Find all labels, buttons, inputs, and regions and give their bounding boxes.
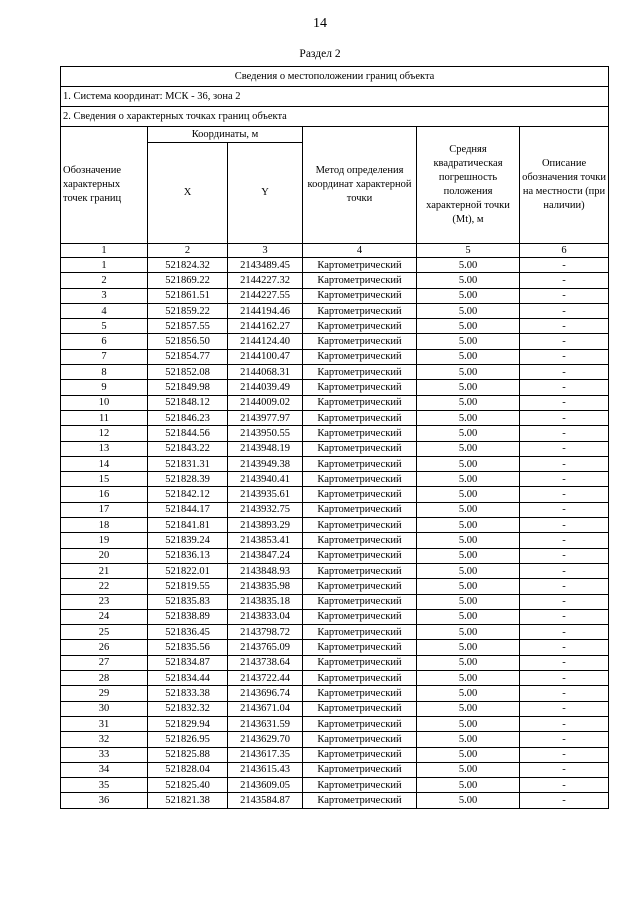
description: - bbox=[520, 579, 609, 594]
table-row bbox=[61, 334, 609, 349]
error: 5.00 bbox=[417, 793, 520, 808]
error: 5.00 bbox=[417, 319, 520, 334]
error: 5.00 bbox=[417, 762, 520, 777]
coord-x: 521844.17 bbox=[148, 502, 228, 517]
coord-y: 2143940.41 bbox=[228, 472, 303, 487]
method: Картометрический bbox=[303, 410, 417, 425]
method: Картометрический bbox=[303, 426, 417, 441]
table-row bbox=[61, 441, 609, 456]
table-row bbox=[61, 701, 609, 716]
method: Картометрический bbox=[303, 365, 417, 380]
error: 5.00 bbox=[417, 518, 520, 533]
method: Картометрический bbox=[303, 686, 417, 701]
method: Картометрический bbox=[303, 625, 417, 640]
method: Картометрический bbox=[303, 640, 417, 655]
header-error: Средняя квадратическая погрешность положения характерной точки (Mt), м bbox=[417, 127, 520, 244]
description: - bbox=[520, 701, 609, 716]
table-row bbox=[61, 410, 609, 425]
table-row bbox=[61, 349, 609, 364]
table-row bbox=[61, 273, 609, 288]
method: Картометрический bbox=[303, 793, 417, 808]
point-number: 26 bbox=[61, 640, 148, 655]
error: 5.00 bbox=[417, 594, 520, 609]
column-number: 6 bbox=[520, 244, 609, 258]
table-row bbox=[61, 594, 609, 609]
description: - bbox=[520, 410, 609, 425]
coord-x: 521844.56 bbox=[148, 426, 228, 441]
error: 5.00 bbox=[417, 380, 520, 395]
coord-x: 521825.40 bbox=[148, 778, 228, 793]
point-number: 24 bbox=[61, 609, 148, 624]
coord-x: 521836.13 bbox=[148, 548, 228, 563]
description: - bbox=[520, 518, 609, 533]
table-row bbox=[61, 319, 609, 334]
error: 5.00 bbox=[417, 456, 520, 471]
description: - bbox=[520, 487, 609, 502]
method: Картометрический bbox=[303, 319, 417, 334]
table-row bbox=[61, 502, 609, 517]
point-number: 8 bbox=[61, 365, 148, 380]
point-number: 35 bbox=[61, 778, 148, 793]
table-row bbox=[61, 288, 609, 303]
error: 5.00 bbox=[417, 395, 520, 410]
error: 5.00 bbox=[417, 778, 520, 793]
point-number: 12 bbox=[61, 426, 148, 441]
description: - bbox=[520, 380, 609, 395]
header-y: Y bbox=[228, 143, 303, 244]
point-number: 29 bbox=[61, 686, 148, 701]
column-number: 4 bbox=[303, 244, 417, 258]
point-number: 11 bbox=[61, 410, 148, 425]
point-number: 4 bbox=[61, 303, 148, 318]
coord-y: 2144194.46 bbox=[228, 303, 303, 318]
error: 5.00 bbox=[417, 625, 520, 640]
coord-x: 521835.56 bbox=[148, 640, 228, 655]
coord-x: 521856.50 bbox=[148, 334, 228, 349]
table-row bbox=[61, 778, 609, 793]
point-number: 19 bbox=[61, 533, 148, 548]
table-row bbox=[61, 671, 609, 686]
error: 5.00 bbox=[417, 732, 520, 747]
coord-x: 521819.55 bbox=[148, 579, 228, 594]
description: - bbox=[520, 655, 609, 670]
error: 5.00 bbox=[417, 410, 520, 425]
coord-y: 2143671.04 bbox=[228, 701, 303, 716]
section-title: Раздел 2 bbox=[299, 48, 341, 60]
coord-x: 521834.44 bbox=[148, 671, 228, 686]
table-row bbox=[61, 655, 609, 670]
description: - bbox=[520, 548, 609, 563]
column-numbers-row bbox=[61, 244, 609, 258]
boundary-points-table bbox=[60, 66, 609, 809]
table-title: Сведения о местоположении границ объекта bbox=[61, 67, 609, 87]
coord-x: 521846.23 bbox=[148, 410, 228, 425]
error: 5.00 bbox=[417, 563, 520, 578]
coord-x: 521841.81 bbox=[148, 518, 228, 533]
description: - bbox=[520, 778, 609, 793]
point-number: 10 bbox=[61, 395, 148, 410]
method: Картометрический bbox=[303, 563, 417, 578]
table-row bbox=[61, 456, 609, 471]
description: - bbox=[520, 671, 609, 686]
coord-x: 521836.45 bbox=[148, 625, 228, 640]
coord-x: 521859.22 bbox=[148, 303, 228, 318]
coord-x: 521843.22 bbox=[148, 441, 228, 456]
error: 5.00 bbox=[417, 548, 520, 563]
coord-x: 521848.12 bbox=[148, 395, 228, 410]
coord-x: 521833.38 bbox=[148, 686, 228, 701]
point-number: 18 bbox=[61, 518, 148, 533]
table-row bbox=[61, 303, 609, 318]
table-row bbox=[61, 747, 609, 762]
description: - bbox=[520, 502, 609, 517]
column-number: 2 bbox=[148, 244, 228, 258]
method: Картометрический bbox=[303, 487, 417, 502]
header-x: X bbox=[148, 143, 228, 244]
coord-y: 2143584.87 bbox=[228, 793, 303, 808]
method: Картометрический bbox=[303, 273, 417, 288]
coord-y: 2143848.93 bbox=[228, 563, 303, 578]
method: Картометрический bbox=[303, 533, 417, 548]
description: - bbox=[520, 625, 609, 640]
table-row bbox=[61, 609, 609, 624]
coord-x: 521838.89 bbox=[148, 609, 228, 624]
method: Картометрический bbox=[303, 732, 417, 747]
coord-y: 2143738.64 bbox=[228, 655, 303, 670]
point-number: 14 bbox=[61, 456, 148, 471]
description: - bbox=[520, 747, 609, 762]
method: Картометрический bbox=[303, 762, 417, 777]
coord-y: 2143853.41 bbox=[228, 533, 303, 548]
table-row bbox=[61, 686, 609, 701]
coord-y: 2143835.98 bbox=[228, 579, 303, 594]
error: 5.00 bbox=[417, 533, 520, 548]
point-number: 1 bbox=[61, 258, 148, 273]
coord-x: 521842.12 bbox=[148, 487, 228, 502]
description: - bbox=[520, 472, 609, 487]
coord-y: 2143615.43 bbox=[228, 762, 303, 777]
method: Картометрический bbox=[303, 716, 417, 731]
points-caption: 2. Сведения о характерных точках границ объекта bbox=[61, 107, 609, 127]
description: - bbox=[520, 456, 609, 471]
table-row bbox=[61, 762, 609, 777]
coord-x: 521854.77 bbox=[148, 349, 228, 364]
error: 5.00 bbox=[417, 502, 520, 517]
coord-x: 521822.01 bbox=[148, 563, 228, 578]
coord-y: 2143765.09 bbox=[228, 640, 303, 655]
point-number: 22 bbox=[61, 579, 148, 594]
page-number: 14 bbox=[313, 16, 327, 31]
point-number: 2 bbox=[61, 273, 148, 288]
method: Картометрический bbox=[303, 518, 417, 533]
method: Картометрический bbox=[303, 334, 417, 349]
header-method: Метод определения координат характерной точки bbox=[303, 127, 417, 244]
coord-x: 521826.95 bbox=[148, 732, 228, 747]
coord-y: 2143977.97 bbox=[228, 410, 303, 425]
coord-y: 2144162.27 bbox=[228, 319, 303, 334]
table-row bbox=[61, 472, 609, 487]
method: Картометрический bbox=[303, 671, 417, 686]
method: Картометрический bbox=[303, 502, 417, 517]
coord-x: 521857.55 bbox=[148, 319, 228, 334]
coord-x: 521839.24 bbox=[148, 533, 228, 548]
description: - bbox=[520, 349, 609, 364]
point-number: 23 bbox=[61, 594, 148, 609]
table-row bbox=[61, 426, 609, 441]
table-row bbox=[61, 579, 609, 594]
method: Картометрический bbox=[303, 456, 417, 471]
coord-y: 2143696.74 bbox=[228, 686, 303, 701]
error: 5.00 bbox=[417, 288, 520, 303]
coord-y: 2143935.61 bbox=[228, 487, 303, 502]
table-row bbox=[61, 518, 609, 533]
point-number: 6 bbox=[61, 334, 148, 349]
coord-y: 2143798.72 bbox=[228, 625, 303, 640]
method: Картометрический bbox=[303, 655, 417, 670]
method: Картометрический bbox=[303, 303, 417, 318]
table-row bbox=[61, 380, 609, 395]
header-point: Обозначение характерных точек границ bbox=[61, 127, 148, 244]
table-row bbox=[61, 487, 609, 502]
column-number: 3 bbox=[228, 244, 303, 258]
table-row bbox=[61, 640, 609, 655]
point-number: 15 bbox=[61, 472, 148, 487]
description: - bbox=[520, 732, 609, 747]
table-row bbox=[61, 548, 609, 563]
coord-y: 2143609.05 bbox=[228, 778, 303, 793]
table-row bbox=[61, 533, 609, 548]
table-row bbox=[61, 732, 609, 747]
description: - bbox=[520, 640, 609, 655]
coord-x: 521835.83 bbox=[148, 594, 228, 609]
description: - bbox=[520, 426, 609, 441]
error: 5.00 bbox=[417, 365, 520, 380]
description: - bbox=[520, 594, 609, 609]
method: Картометрический bbox=[303, 380, 417, 395]
coord-y: 2143722.44 bbox=[228, 671, 303, 686]
coord-y: 2143949.38 bbox=[228, 456, 303, 471]
point-number: 5 bbox=[61, 319, 148, 334]
coord-y: 2143631.59 bbox=[228, 716, 303, 731]
point-number: 28 bbox=[61, 671, 148, 686]
point-number: 32 bbox=[61, 732, 148, 747]
coord-system: 1. Система координат: МСК - 36, зона 2 bbox=[61, 87, 609, 107]
point-number: 33 bbox=[61, 747, 148, 762]
error: 5.00 bbox=[417, 441, 520, 456]
method: Картометрический bbox=[303, 609, 417, 624]
coord-y: 2143617.35 bbox=[228, 747, 303, 762]
error: 5.00 bbox=[417, 686, 520, 701]
description: - bbox=[520, 288, 609, 303]
table-row bbox=[61, 365, 609, 380]
table-row bbox=[61, 793, 609, 808]
coord-y: 2143629.70 bbox=[228, 732, 303, 747]
coord-y: 2143948.19 bbox=[228, 441, 303, 456]
coord-x: 521828.04 bbox=[148, 762, 228, 777]
coord-y: 2144009.02 bbox=[228, 395, 303, 410]
table-row bbox=[61, 625, 609, 640]
description: - bbox=[520, 395, 609, 410]
coord-y: 2144227.32 bbox=[228, 273, 303, 288]
point-number: 31 bbox=[61, 716, 148, 731]
coord-x: 521849.98 bbox=[148, 380, 228, 395]
description: - bbox=[520, 258, 609, 273]
coord-x: 521861.51 bbox=[148, 288, 228, 303]
method: Картометрический bbox=[303, 778, 417, 793]
method: Картометрический bbox=[303, 594, 417, 609]
point-number: 25 bbox=[61, 625, 148, 640]
description: - bbox=[520, 365, 609, 380]
description: - bbox=[520, 793, 609, 808]
points-rows bbox=[61, 258, 609, 809]
coord-x: 521825.88 bbox=[148, 747, 228, 762]
table-row bbox=[61, 395, 609, 410]
coord-x: 521824.32 bbox=[148, 258, 228, 273]
description: - bbox=[520, 609, 609, 624]
table-row bbox=[61, 563, 609, 578]
coord-x: 521828.39 bbox=[148, 472, 228, 487]
point-number: 20 bbox=[61, 548, 148, 563]
error: 5.00 bbox=[417, 747, 520, 762]
method: Картометрический bbox=[303, 472, 417, 487]
coord-x: 521821.38 bbox=[148, 793, 228, 808]
method: Картометрический bbox=[303, 395, 417, 410]
point-number: 16 bbox=[61, 487, 148, 502]
description: - bbox=[520, 303, 609, 318]
method: Картометрический bbox=[303, 288, 417, 303]
error: 5.00 bbox=[417, 671, 520, 686]
point-number: 27 bbox=[61, 655, 148, 670]
coord-y: 2144068.31 bbox=[228, 365, 303, 380]
method: Картометрический bbox=[303, 579, 417, 594]
coord-x: 521832.32 bbox=[148, 701, 228, 716]
coord-x: 521834.87 bbox=[148, 655, 228, 670]
header-coords: Координаты, м bbox=[148, 127, 303, 143]
description: - bbox=[520, 273, 609, 288]
coord-y: 2143932.75 bbox=[228, 502, 303, 517]
table-row bbox=[61, 716, 609, 731]
error: 5.00 bbox=[417, 609, 520, 624]
column-number: 5 bbox=[417, 244, 520, 258]
point-number: 13 bbox=[61, 441, 148, 456]
table-row bbox=[61, 258, 609, 273]
description: - bbox=[520, 762, 609, 777]
coord-x: 521852.08 bbox=[148, 365, 228, 380]
header-description: Описание обозначения точки на местности (при наличии) bbox=[520, 127, 609, 244]
description: - bbox=[520, 686, 609, 701]
method: Картометрический bbox=[303, 701, 417, 716]
coord-y: 2144124.40 bbox=[228, 334, 303, 349]
method: Картометрический bbox=[303, 747, 417, 762]
error: 5.00 bbox=[417, 334, 520, 349]
error: 5.00 bbox=[417, 487, 520, 502]
error: 5.00 bbox=[417, 472, 520, 487]
coord-y: 2144039.49 bbox=[228, 380, 303, 395]
error: 5.00 bbox=[417, 655, 520, 670]
description: - bbox=[520, 334, 609, 349]
coord-y: 2143489.45 bbox=[228, 258, 303, 273]
method: Картометрический bbox=[303, 258, 417, 273]
point-number: 17 bbox=[61, 502, 148, 517]
coord-y: 2143950.55 bbox=[228, 426, 303, 441]
description: - bbox=[520, 533, 609, 548]
coord-x: 521829.94 bbox=[148, 716, 228, 731]
description: - bbox=[520, 441, 609, 456]
description: - bbox=[520, 319, 609, 334]
coord-x: 521831.31 bbox=[148, 456, 228, 471]
coord-y: 2144227.55 bbox=[228, 288, 303, 303]
coord-y: 2144100.47 bbox=[228, 349, 303, 364]
method: Картометрический bbox=[303, 349, 417, 364]
error: 5.00 bbox=[417, 349, 520, 364]
error: 5.00 bbox=[417, 258, 520, 273]
error: 5.00 bbox=[417, 426, 520, 441]
point-number: 9 bbox=[61, 380, 148, 395]
error: 5.00 bbox=[417, 701, 520, 716]
method: Картометрический bbox=[303, 548, 417, 563]
error: 5.00 bbox=[417, 579, 520, 594]
point-number: 7 bbox=[61, 349, 148, 364]
description: - bbox=[520, 563, 609, 578]
error: 5.00 bbox=[417, 273, 520, 288]
coord-y: 2143893.29 bbox=[228, 518, 303, 533]
point-number: 30 bbox=[61, 701, 148, 716]
coord-y: 2143835.18 bbox=[228, 594, 303, 609]
coord-y: 2143847.24 bbox=[228, 548, 303, 563]
coord-x: 521869.22 bbox=[148, 273, 228, 288]
error: 5.00 bbox=[417, 640, 520, 655]
coord-y: 2143833.04 bbox=[228, 609, 303, 624]
error: 5.00 bbox=[417, 716, 520, 731]
point-number: 36 bbox=[61, 793, 148, 808]
error: 5.00 bbox=[417, 303, 520, 318]
column-number: 1 bbox=[61, 244, 148, 258]
point-number: 21 bbox=[61, 563, 148, 578]
method: Картометрический bbox=[303, 441, 417, 456]
point-number: 3 bbox=[61, 288, 148, 303]
point-number: 34 bbox=[61, 762, 148, 777]
description: - bbox=[520, 716, 609, 731]
